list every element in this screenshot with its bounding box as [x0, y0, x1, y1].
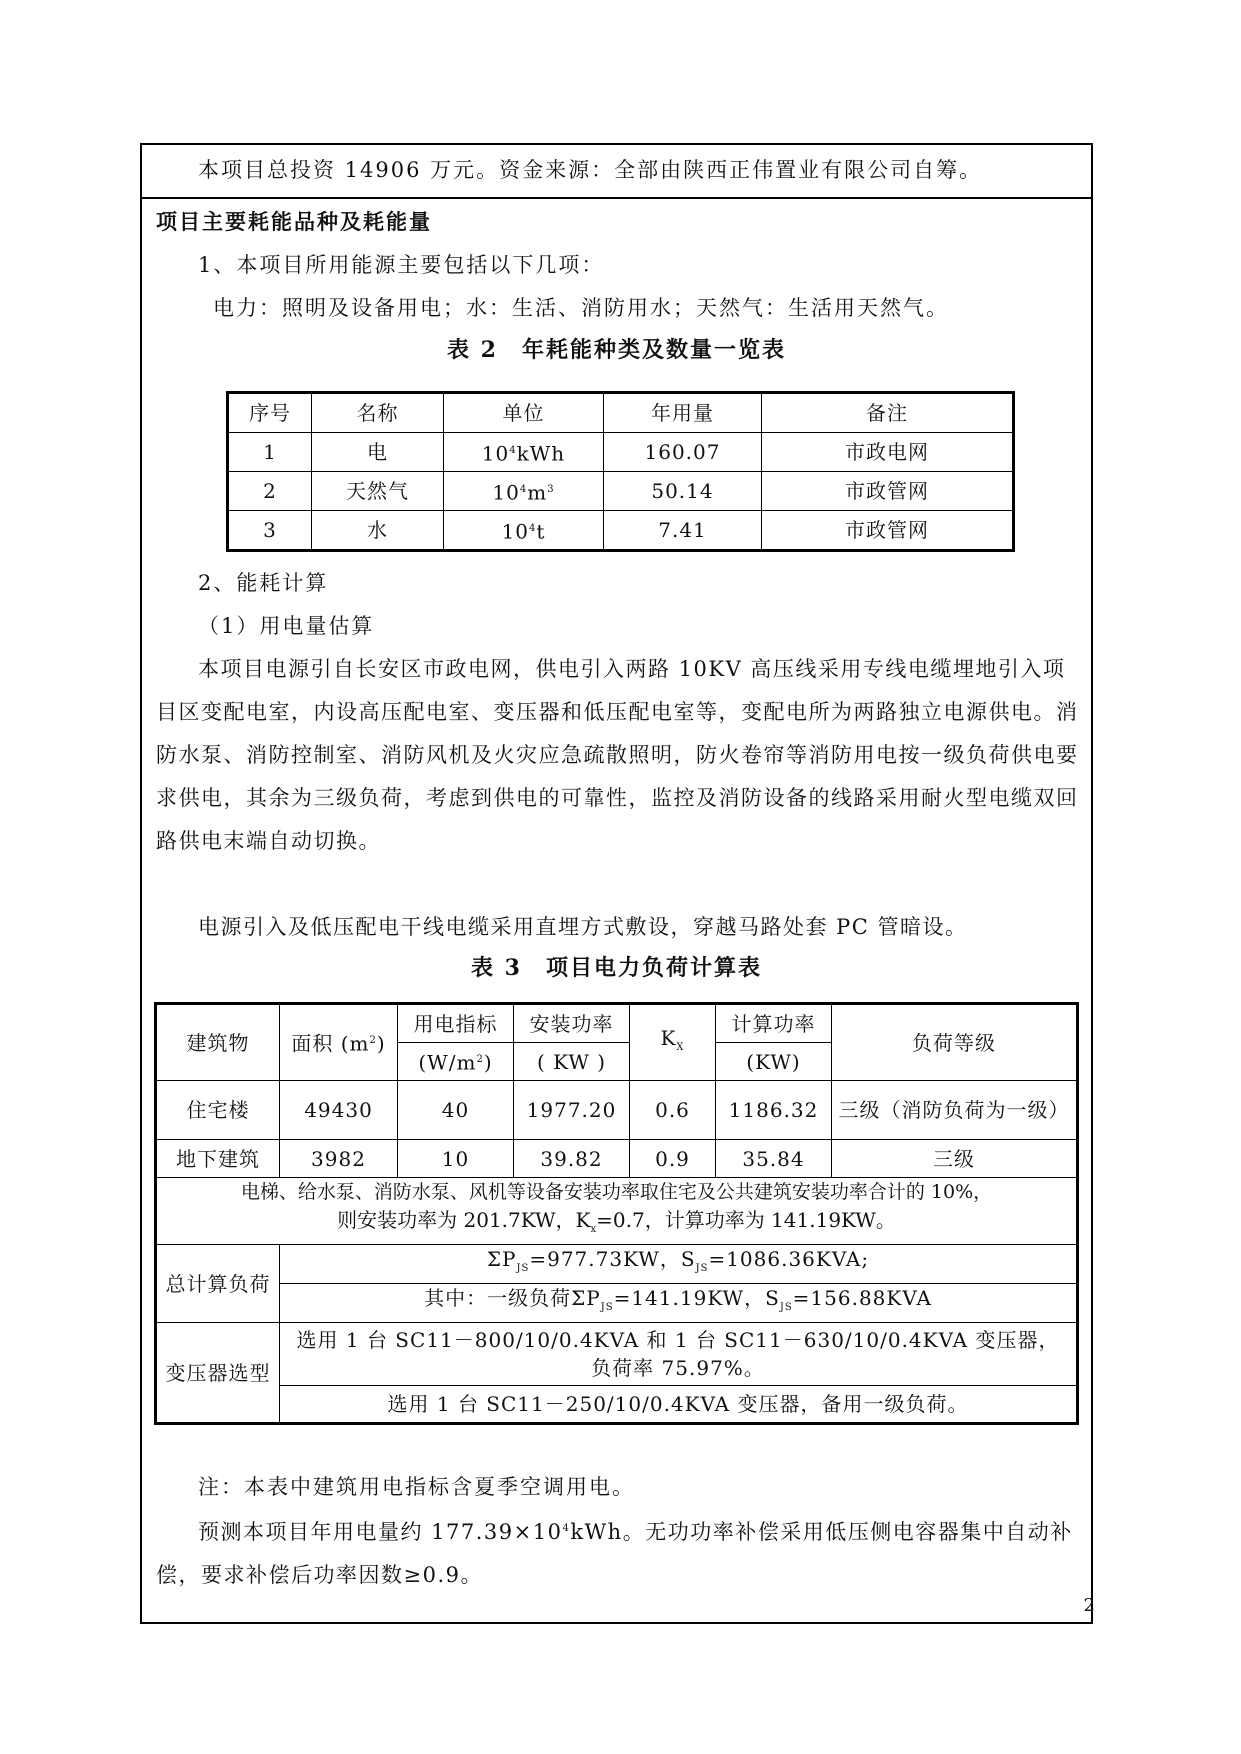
table-cell: 其中：一级负荷$\Sigma P_{JS}=141.19KW$，$S_{JS}=156.88KVA$: [280, 1284, 1078, 1323]
table-row: [156, 1081, 1078, 1140]
table-cell: 49430: [280, 1081, 398, 1140]
table-cell: 选用 1 台 SC11－250/10/0.4KVA 变压器，备用一级负荷。: [280, 1386, 1078, 1424]
item2-text: 2、能耗计算: [198, 571, 329, 595]
table-cell: 0.9: [630, 1140, 716, 1178]
table-note: 注：本表中建筑用电指标含夏季空调用电。: [198, 1475, 635, 1499]
table-cell: 市政管网: [762, 472, 1014, 511]
investment-text: 本项目总投资 14906 万元。资金来源：全部由陕西正伟置业有限公司自筹。: [198, 158, 983, 182]
table-row: [156, 1245, 1078, 1284]
energy-table: [226, 391, 1015, 552]
item2-sub: （1）用电量估算: [198, 614, 375, 638]
table-cell: 40: [398, 1081, 514, 1140]
content-frame: [140, 143, 1093, 1624]
table-cell: 50.14: [604, 472, 762, 511]
table-row: [228, 511, 1014, 551]
header-cell: 面积 $(m^2)$: [280, 1004, 398, 1081]
equipment-note-cell: 电梯、给水泵、消防水泵、风机等设备安装功率取住宅及公共建筑安装功率合计的 10%， 则安装功率为 201.7KW，$K_x=0.7$，计算功率为 141.19KW。: [156, 1178, 1078, 1245]
table-cell: $10^4m^3$: [444, 472, 604, 511]
table-cell: $\Sigma P_{JS}=977.73KW$，$S_{JS}=1086.36KVA$;: [280, 1245, 1078, 1284]
table-cell: 1186.32: [716, 1081, 832, 1140]
header-cell: ( KW ): [514, 1043, 630, 1081]
table-cell: 天然气: [312, 472, 444, 511]
item1-detail: 电力：照明及设备用电；水：生活、消防用水；天然气：生活用天然气。: [213, 296, 949, 320]
table-cell: 三级: [832, 1140, 1078, 1178]
table-cell: 35.84: [716, 1140, 832, 1178]
table-cell: 三级（消防负荷为一级）: [832, 1081, 1078, 1140]
load-table: [154, 1002, 1079, 1425]
table-cell: 3: [228, 511, 312, 551]
table-row: [156, 1386, 1078, 1424]
header-cell: (KW): [716, 1043, 832, 1081]
table-row: [156, 1140, 1078, 1178]
table-cell: 2: [228, 472, 312, 511]
power-source-paragraph: 本项目电源引自长安区市政电网，供电引入两路 10KV 高压线采用专线电缆埋地引入项目区变配电室，内设高压配电室、变压器和低压配电室等，变配电所为两路独立电源供电。消防水泵、消防控制室、消防风机及火灾应急疏散照明，防火卷帘等消防用电按一级负荷供电要求供电，其余为三级负荷，考虑到供电的可靠性，监控及消防设备的线路采用耐火型电缆双回路供电末端自动切换。: [156, 657, 1079, 853]
investment-row: [142, 145, 1091, 199]
table-cell: 选用 1 台 SC11－800/10/0.4KVA 和 1 台 SC11－630/10/0.4KVA 变压器， 负荷率 75.97%。: [280, 1323, 1078, 1386]
header-cell: 名称: [312, 393, 444, 433]
table-row: [228, 433, 1014, 472]
table-cell: 1977.20: [514, 1081, 630, 1140]
table-cell: $10^4t$: [444, 511, 604, 551]
cable-paragraph: 电源引入及低压配电干线电缆采用直埋方式敷设，穿越马路处套 PC 管暗设。: [198, 915, 968, 939]
table-cell: 水: [312, 511, 444, 551]
table-header-row: [156, 1004, 1078, 1043]
table-cell: 10: [398, 1140, 514, 1178]
header-cell: 安装功率: [514, 1004, 630, 1043]
header-cell: 备注: [762, 393, 1014, 433]
table-cell: 7.41: [604, 511, 762, 551]
table-cell: 39.82: [514, 1140, 630, 1178]
section-title: 项目主要耗能品种及耗能量: [156, 209, 432, 234]
header-cell: $K_X$: [630, 1004, 716, 1081]
header-cell: 单位: [444, 393, 604, 433]
table-cell: 住宅楼: [156, 1081, 280, 1140]
table-cell: 电: [312, 433, 444, 472]
transformer-label: 变压器选型: [156, 1323, 280, 1424]
table-cell: 1: [228, 433, 312, 472]
table-cell: $10^4kWh$: [444, 433, 604, 472]
header-cell: 负荷等级: [832, 1004, 1078, 1081]
table-row: [156, 1178, 1078, 1245]
table-cell: 市政电网: [762, 433, 1014, 472]
header-cell: 建筑物: [156, 1004, 280, 1081]
table-row: [156, 1323, 1078, 1386]
table2-caption: 表 2 年耗能种类及数量一览表: [447, 337, 786, 363]
table-cell: 3982: [280, 1140, 398, 1178]
item1-text: 1、本项目所用能源主要包括以下几项：: [198, 253, 605, 277]
total-load-label: 总计算负荷: [156, 1245, 280, 1323]
page-number: 2: [1083, 1595, 1095, 1616]
header-cell: 年用量: [604, 393, 762, 433]
header-cell: 用电指标: [398, 1004, 514, 1043]
header-cell: $(W/m^2)$: [398, 1043, 514, 1081]
table-cell: 市政管网: [762, 511, 1014, 551]
table-cell: 160.07: [604, 433, 762, 472]
header-cell: 序号: [228, 393, 312, 433]
table-row: [156, 1284, 1078, 1323]
table-row: [228, 472, 1014, 511]
table3-caption: 表 3 项目电力负荷计算表: [471, 955, 762, 981]
table-cell: 0.6: [630, 1081, 716, 1140]
table-header-row: [228, 393, 1014, 433]
table-cell: 地下建筑: [156, 1140, 280, 1178]
forecast-paragraph: 预测本项目年用电量约 $177.39\times 10^4kWh$。无功功率补偿采用低压侧电容器集中自动补偿，要求补偿后功率因数≥0.9。: [156, 1520, 1073, 1587]
header-cell: 计算功率: [716, 1004, 832, 1043]
